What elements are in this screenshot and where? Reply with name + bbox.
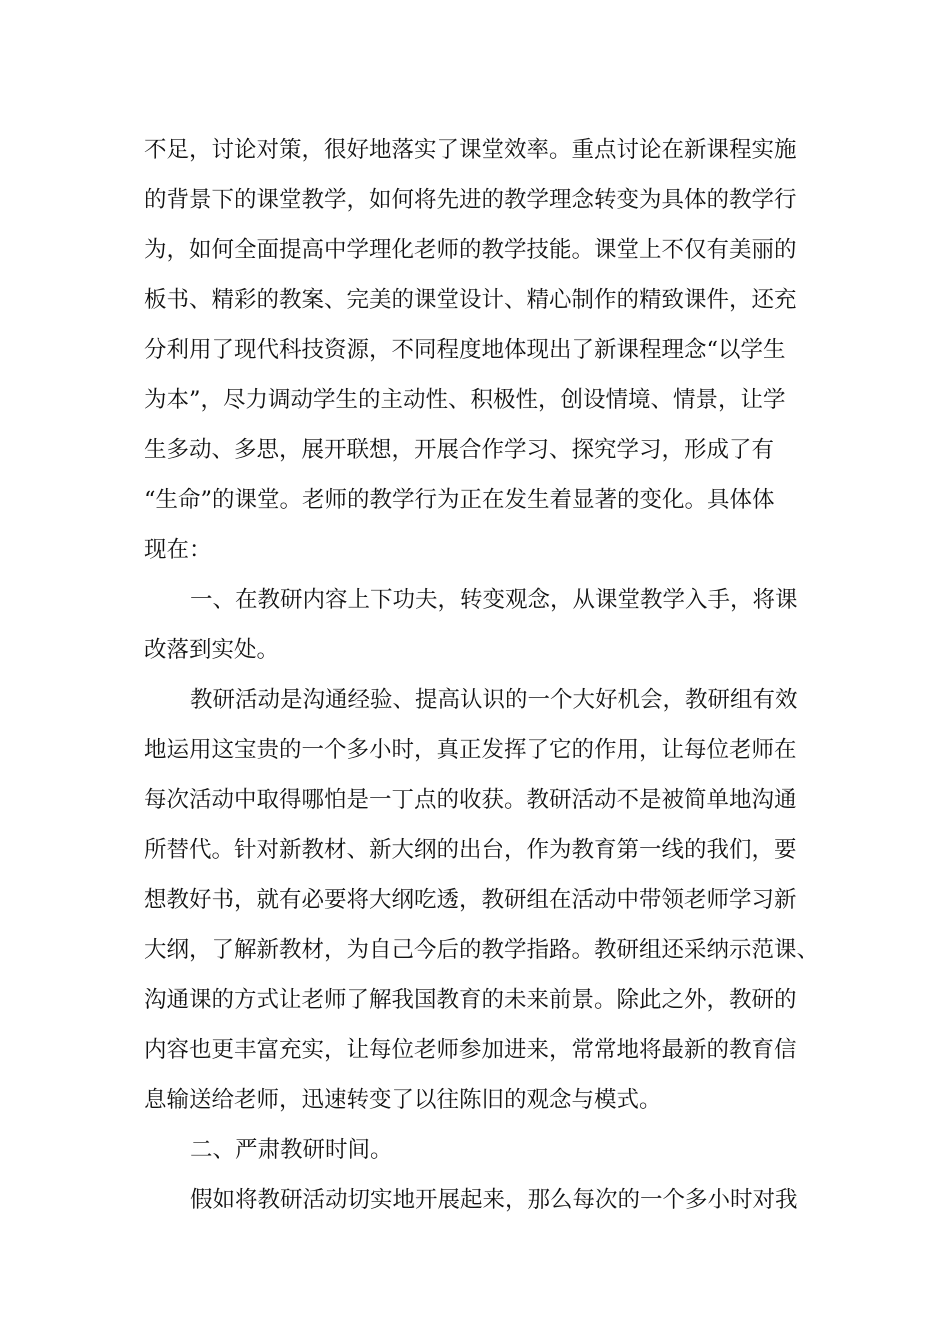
text-line: 想教好书，就有必要将大纲吃透，教研组在活动中带领老师学习新 (144, 887, 797, 913)
section-heading-1: 一、在教研内容上下功夫，转变观念，从课堂教学入手，将课 (190, 587, 798, 613)
text-line: 地运用这宝贵的一个多小时，真正发挥了它的作用，让每位老师在 (144, 737, 797, 763)
text-line: 息输送给老师，迅速转变了以往陈旧的观念与模式。 (144, 1087, 662, 1113)
text-line: 每次活动中取得哪怕是一丁点的收获。教研活动不是被简单地沟通 (144, 787, 797, 813)
text-line: “生命”的课堂。老师的教学行为正在发生着显著的变化。具体体 (144, 487, 775, 513)
text-line: 生多动、多思，展开联想，开展合作学习、探究学习，形成了有 (144, 437, 775, 463)
text-line: 大纲，了解新教材，为自己今后的教学指路。教研组还采纳示范课、 (144, 937, 820, 963)
text-line: 不足，讨论对策，很好地落实了课堂效率。重点讨论在新课程实施 (144, 137, 797, 163)
text-line: 改落到实处。 (144, 637, 280, 663)
text-line: 沟通课的方式让老师了解我国教育的未来前景。除此之外，教研的 (144, 987, 797, 1013)
text-line: 为本”，尽力调动学生的主动性、积极性，创设情境、情景，让学 (144, 387, 786, 413)
text-line: 分利用了现代科技资源，不同程度地体现出了新课程理念“以学生 (144, 337, 786, 363)
text-line: 内容也更丰富充实，让每位老师参加进来，常常地将最新的教育信 (144, 1037, 797, 1063)
paragraph-start: 教研活动是沟通经验、提高认识的一个大好机会，教研组有效 (190, 687, 798, 713)
text-line: 现在： (144, 537, 212, 563)
section-heading-2: 二、严肃教研时间。 (190, 1137, 393, 1163)
text-line: 为，如何全面提高中学理化老师的教学技能。课堂上不仅有美丽的 (144, 237, 797, 263)
paragraph-start: 假如将教研活动切实地开展起来，那么每次的一个多小时对我 (190, 1187, 798, 1213)
text-line: 所替代。针对新教材、新大纲的出台，作为教育第一线的我们，要 (144, 837, 797, 863)
text-line: 的背景下的课堂教学，如何将先进的教学理念转变为具体的教学行 (144, 187, 797, 213)
text-line: 板书、精彩的教案、完美的课堂设计、精心制作的精致课件，还充 (144, 287, 797, 313)
